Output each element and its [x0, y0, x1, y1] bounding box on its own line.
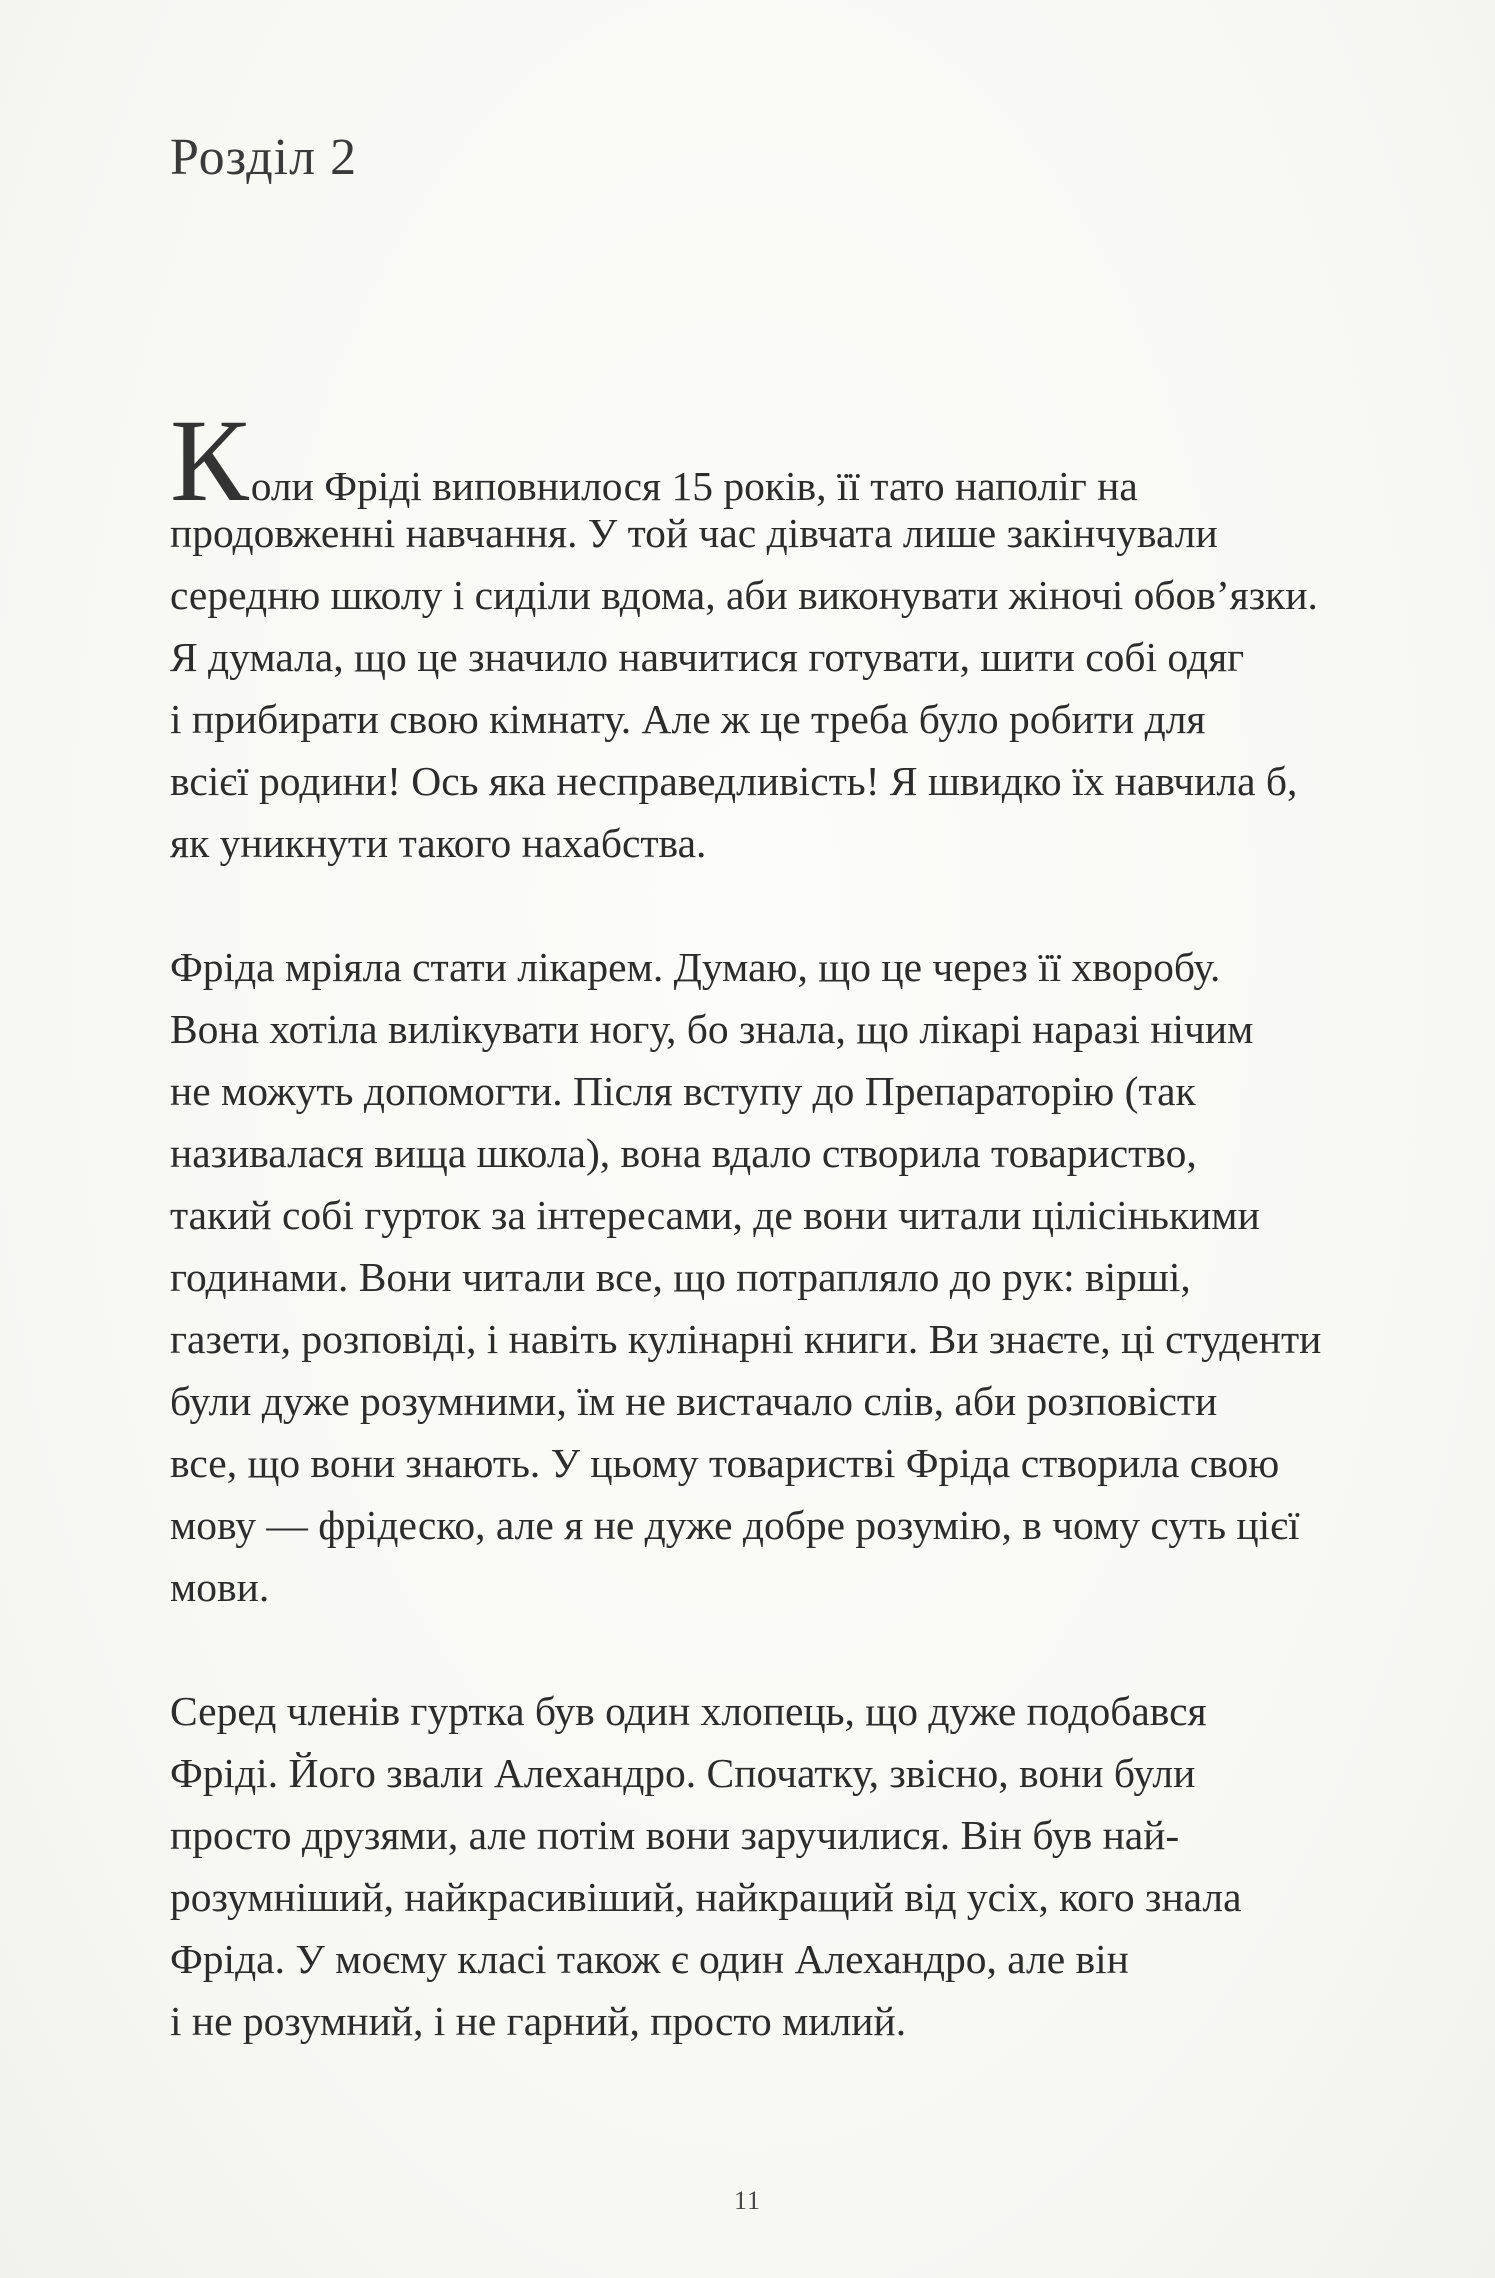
text-line: продовженні навчання. У той час дівчата лише закінчували: [170, 510, 1218, 556]
text-line: годинами. Вони читали все, що потрапляло до рук: вірші,: [170, 1254, 1191, 1300]
text-line: мову — фрідеско, але я не дуже добре розумію, в чому суть цієї: [170, 1502, 1300, 1548]
text-line: газети, розповіді, і навіть кулінарні книги. Ви знаєте, ці студенти: [170, 1316, 1322, 1362]
text-line: Серед членів гуртка був один хлопець, що дуже подобався: [170, 1688, 1207, 1734]
page-number: 11: [733, 2186, 762, 2215]
text-line: не можуть допомогти. Після вступу до Препараторію (так: [170, 1068, 1196, 1114]
chapter-title: Розділ 2: [170, 129, 358, 186]
dropcap-line: [170, 395, 1395, 526]
text-line: Вона хотіла вилікувати ногу, бо знала, що лікарі наразі нічим: [170, 1006, 1254, 1052]
text-line: Я думала, що це значило навчитися готувати, шити собі одяг: [170, 634, 1245, 680]
text-line: називалася вища школа), вона вдало створила товариство,: [170, 1130, 1197, 1176]
paragraph-3: [170, 1680, 1395, 2052]
text-line: мови.: [170, 1564, 270, 1610]
text-line: просто друзями, але потім вони заручилися. Він був най-: [170, 1812, 1180, 1858]
paragraph-2: [170, 936, 1395, 1618]
body-text: [170, 395, 1395, 2114]
drop-cap: К: [170, 395, 249, 526]
paragraph-1: [170, 395, 1395, 874]
text-line: всієї родини! Ось яка несправедливість! Я швидко їх навчила б,: [170, 758, 1298, 804]
text-line: були дуже розумними, їм не вистачало слів, аби розповісти: [170, 1378, 1218, 1424]
text-line: і прибирати свою кімнату. Але ж це треба було робити для: [170, 696, 1206, 742]
text-line: середню школу і сиділи вдома, аби виконувати жіночі обов’язки.: [170, 572, 1318, 618]
text-line: такий собі гурток за інтересами, де вони читали цілісінькими: [170, 1192, 1260, 1238]
text-line: як уникнути такого нахабства.: [170, 820, 707, 866]
text-line: оли Фріді виповнилося 15 років, її тато наполіг на: [250, 463, 1138, 509]
text-line: розумніший, найкрасивіший, найкращий від усіх, кого знала: [170, 1874, 1242, 1920]
text-line: Фріда. У моєму класі також є один Алехандро, але він: [170, 1936, 1129, 1982]
text-line: все, що вони знають. У цьому товаристві Фріда створила свою: [170, 1440, 1280, 1486]
text-line: Фріда мріяла стати лікарем. Думаю, що це через її хворобу.: [170, 944, 1221, 990]
text-line: і не розумний, і не гарний, просто милий.: [170, 1998, 907, 2044]
text-line: Фріді. Його звали Алехандро. Спочатку, звісно, вони були: [170, 1750, 1196, 1796]
